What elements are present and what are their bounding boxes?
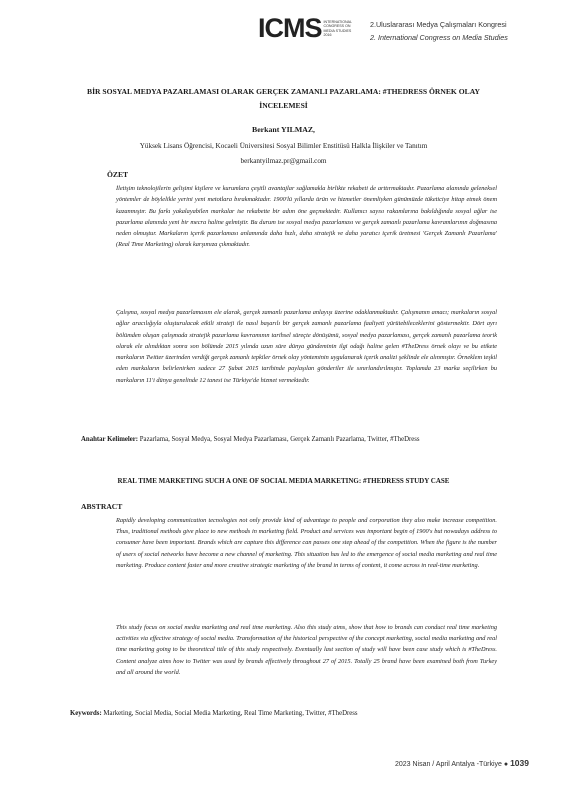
logo-sub-line: 2016 [323,32,332,37]
english-keywords [70,708,510,719]
author-email: berkantyilmaz.pr@gmail.com [240,157,327,165]
keywords-label: Anahtar Kelimeler: [81,436,139,443]
author-affiliation: Yüksek Lisans Öğrencisi, Kocaeli Üniversitesi Sosyal Bilimler Enstitüsü Halkla İlişkiler ve Tanıtım [139,142,428,150]
keywords-text: Marketing, Social Media, Social Media Marketing, Real Time Marketing, Twitter, #TheDress [103,710,358,717]
ozet-heading: ÖZET [107,170,129,179]
ozet-paragraph-2: Çalışma, sosyal medya pazarlamasını ele alarak, gerçek zamanlı pazarlama anlayışı üzerine odaklanmaktadır. Çalışmanın amacı; markaların sosyal ağlar aracılığıyla oluşturulacak etkili strateji ile nasıl başarılı bir gerçek zamanlı pazarlama faaliyeti yürütebileceklerini göstermektir. Dört ayrı bölümden oluşan çalışmada stratejik pazarlama kavramının tarihsel süreçte dönüşümü, sosyal medya pazarlaması, gerçek zamanlı pazarlama teorik olarak ele alındıktan sonra son bölümde 2015 yılında uzun süre dünya gündeminin ilgi odağı haline gelen #TheDress örnek olayı ve bu etikete markaların Twitter üzerinden verdiği gerçek zamanlı tepkiler örnek olay yönteminin uygulanarak içerik analizi şeklinde ele alınmıştır. Örneklem teşkil eden markaların belirlenirken sadece 27 Şubat 2015 tarihinde paylaşılan gönderiler ile sınırlandırılmıştır. Toplamda 23 marka seçilirken bu markaların 11'i dünya genelinde 12 tanesi ise Türkiye'de hizmet vermektedir. [116,309,497,384]
abstract-paragraph-2: This study focus on social media marketing and real time marketing. Also this study aims, show that how to brands can conduct real time marketing activities via effective strategy of social media. Transformation of the historical perspective of the concept marketing, social media marketing and real time marketing going to be theoretical title of this study respectively. Eventually last section of study will have been case study which is #TheDress. Content analyze aims how to Twitter was used by brands effectively throughout 27 of 2015. Totally 25 brand have been examined both from Turkey and all around the world. [116,624,497,676]
logo-sub-line: CONGRESS ON [323,24,351,29]
paper-title: BİR SOSYAL MEDYA PAZARLAMASI OLARAK GERÇEK ZAMANLI PAZARLAMA: #THEDRESS ÖRNEK OLAY İNCELEMESİ [87,87,480,110]
running-header [370,18,508,44]
logo-subtitle [324,20,358,38]
keywords-label: Keywords: [70,710,102,717]
logo-wordmark: ICMS [258,13,322,43]
english-title: REAL TIME MARKETING SUCH A ONE OF SOCIAL MEDIA MARKETING: #THEDRESS STUDY CASE [117,477,450,485]
logo-sub-line: INTERNATIONAL [323,19,352,24]
footer-text: 2023 Nisan / April Antalya -Türkiye ● [394,761,509,768]
keywords-text: Pazarlama, Sosyal Medya, Sosyal Medya Pazarlaması, Gerçek Zamanlı Pazarlama, Twitter, #TheDress [139,436,420,443]
abstract-paragraph-1: Rapidly developing communication tecnologies not only provide kind of advantage to people and corporation they also make increase competition. Thus, traditional methods give place to new methods in marketing field. Product and services was important begin of 1900's but nowadays address to consumer have been important. Brands which are capture this difference can passes one step ahead of the competition. When the figure is the number of users of social networks have become a new channel of marketing. This situation has led to the emergence of social media marketing and real time marketing. Produce content faster and more creative strategic marketing of the brand in terms of content, it come across in real-time marketing. [116,517,497,569]
page-footer [395,758,529,768]
turkish-keywords [81,434,497,445]
author-name: Berkant YILMAZ, [252,125,315,134]
page-number: 1039 [510,758,529,768]
congress-logo [258,15,358,42]
abstract-heading: ABSTRACT [81,502,123,511]
logo-sub-line: MEDIA STUDIES [323,28,352,33]
header-line-turkish: 2.Uluslararası Medya Çalışmaları Kongresi [370,20,507,29]
ozet-paragraph-1: İletişim teknolojilerin gelişimi kişilere ve kurumlara çeşitli avantajlar sağlamakla birlikte rekabeti de arttırmaktadır. Pazarlama alanında geleneksel yöntemler de böylelikle yerini yeni metotlara bırakmaktadır. 1900'lü yıllarda ürün ve hizmetler önemliyken günümüzde tüketiciye hitap etmek önem kazanmıştır. Bu farkı yakalayabilen markalar ise rekabette bir adım öne geçmektedir. Kullanıcı sayısı rakamlarına bakıldığında sosyal ağlar ise pazarlama alanında yeni bir mecra haline gelmiştir. Bu durum ise sosyal medya pazarlaması ve gerçek zamanlı pazarlama kavramlarının doğmasına neden olmuştur. Markaların içerik pazarlaması anlamında daha hızlı, daha stratejik ve daha yaratıcı içerik üretmesi 'Gerçek Zamanlı Pazarlama' (Real Time Marketing) olarak karşımıza çıkmaktadır. [116,185,497,249]
header-line-english: 2. International Congress on Media Studies [370,33,508,42]
